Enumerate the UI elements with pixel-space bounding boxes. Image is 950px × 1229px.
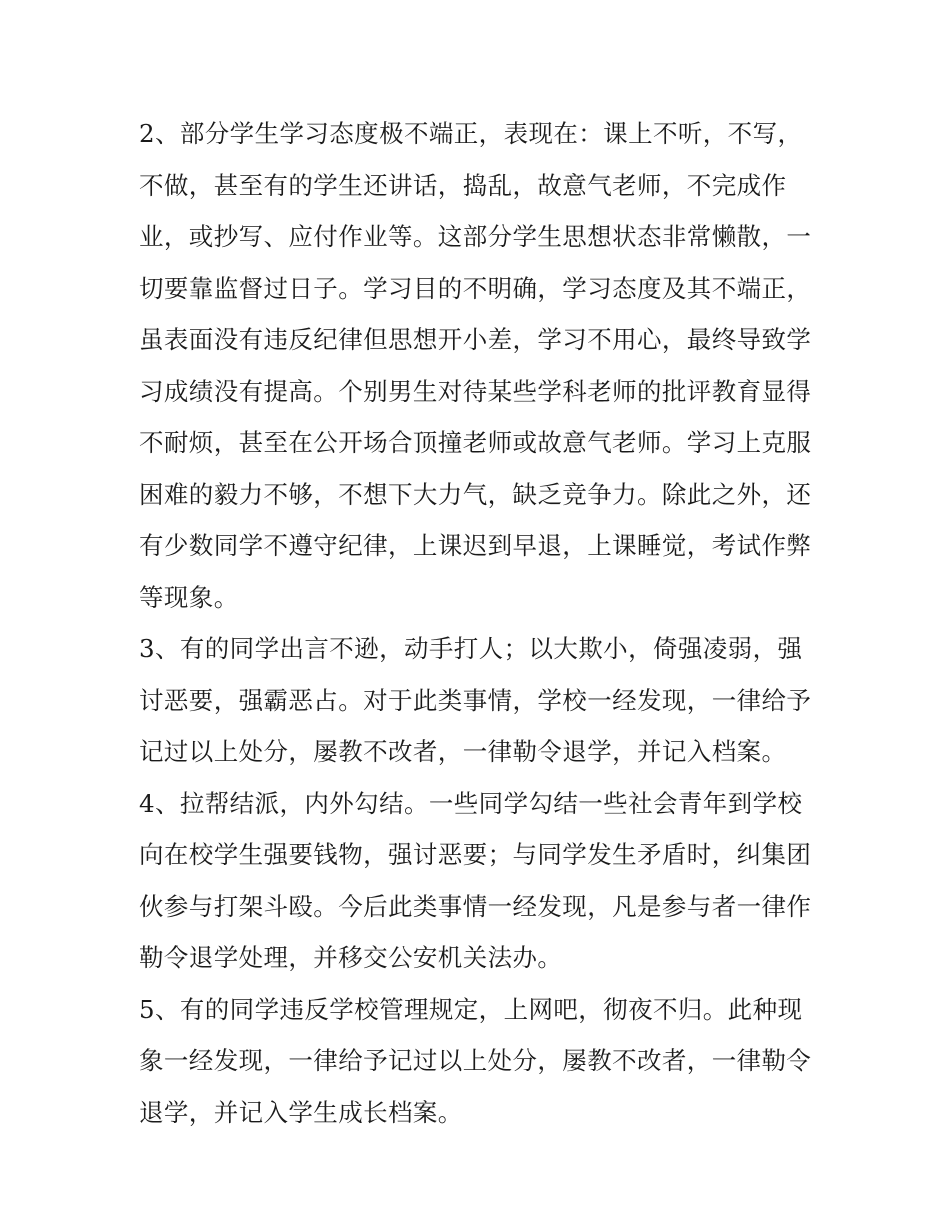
- document-body: [139, 108, 819, 1138]
- text-line: 习成绩没有提高。个别男生对待某些学科老师的批评教育显得: [139, 376, 812, 406]
- text-line: 虽表面没有违反纪律但思想开小差，学习不用心，最终导致学: [139, 325, 812, 354]
- text-line: 记过以上处分，屡教不改者，一律勒令退学，并记入档案。: [139, 737, 787, 766]
- text-line: 4、拉帮结派，内外勾结。一些同学勾结一些社会青年到学校: [139, 788, 803, 818]
- text-line: 2、部分学生学习态度极不端正，表现在：课上不听，不写，: [139, 119, 803, 148]
- text-line: 讨恶要，强霸恶占。对于此类事情，学校一经发现，一律给予: [139, 685, 812, 715]
- text-line: 勒令退学处理，并移交公安机关法办。: [139, 943, 563, 972]
- text-line: 困难的毅力不够，不想下大力气，缺乏竞争力。除此之外，还: [139, 479, 812, 509]
- text-line: 有少数同学不遵守纪律，上课迟到早退，上课睡觉，考试作弊: [139, 531, 812, 560]
- text-line: 5、有的同学违反学校管理规定，上网吧，彻夜不归。此种现: [139, 994, 803, 1024]
- text-line: 向在校学生强要钱物，强讨恶要；与同学发生矛盾时，纠集团: [139, 840, 812, 869]
- text-line: 不耐烦，甚至在公开场合顶撞老师或故意气老师。学习上克服: [139, 428, 812, 457]
- text-line: 3、有的同学出言不逊，动手打人；以大欺小，倚强凌弱，强: [139, 634, 803, 663]
- text-line: 等现象。: [139, 582, 239, 612]
- text-line: 象一经发现，一律给予记过以上处分，屡教不改者，一律勒令: [139, 1046, 812, 1075]
- text-line: 不做，甚至有的学生还讲话，捣乱，故意气老师，不完成作: [139, 170, 787, 200]
- text-line: 切要靠监督过日子。学习目的不明确，学习态度及其不端正，: [139, 273, 812, 303]
- text-line: 业，或抄写、应付作业等。这部分学生思想状态非常懒散，一: [139, 222, 812, 251]
- text-line: 退学，并记入学生成长档案。: [139, 1097, 463, 1127]
- text-line: 伙参与打架斗殴。今后此类事情一经发现，凡是参与者一律作: [139, 891, 812, 921]
